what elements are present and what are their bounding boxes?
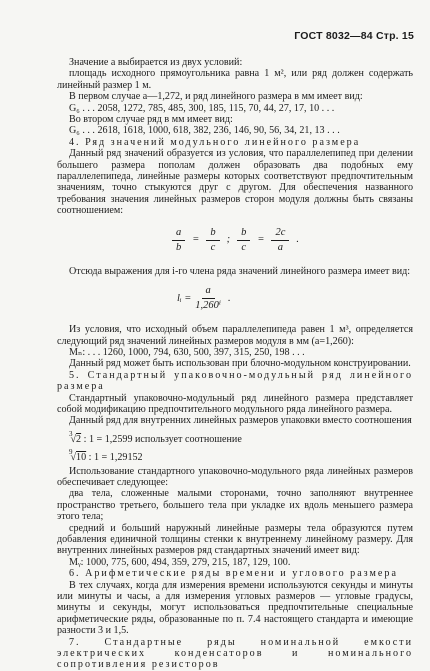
- cube-root-ratio: [57, 429, 413, 445]
- root-index: 3: [69, 429, 73, 438]
- fraction: [206, 227, 219, 254]
- paragraph: В тех случаях, когда для измерения времени используются секунды и минуты или минуты и часы, а для измерения угловых размеров — угловые градусы, минуты и секунды, могут использоваться предпочтительные специальные арифметические ряды, образованные по п. 7.4 настоящего стандарта и имеющие разности 3 и 1,5.: [57, 579, 413, 637]
- member-formula: [177, 285, 413, 312]
- section-heading-4: 4. Ряд значений модульного линейного размера: [69, 136, 361, 148]
- section-heading-5: 5. Стандартный упаковочно-модульный ряд линейного размера: [57, 369, 413, 393]
- separator: ;: [226, 234, 231, 246]
- root-value: : 1 = 1,2599: [81, 433, 133, 445]
- paragraph: В первом случае a—1,272, и ряд линейного размера в мм имеет вид:: [69, 91, 363, 103]
- paragraph: площадь исходного прямоугольника равна 1 м², или ряд должен содержать линейный размер 1 м.: [57, 68, 413, 91]
- numerator: b: [237, 227, 250, 241]
- radicand: 2: [76, 433, 82, 445]
- series-my: Mᵧ: 1000, 775, 600, 494, 359, 279, 215, 187, 129, 100.: [69, 556, 291, 568]
- fraction: [195, 285, 221, 312]
- denominator: b: [176, 241, 182, 253]
- fraction: [237, 227, 250, 254]
- fraction: [172, 227, 185, 254]
- numerator: a: [172, 227, 185, 241]
- denominator: c: [210, 241, 216, 253]
- page-header: ГОСТ 8032—84 Стр. 15: [294, 30, 414, 42]
- numerator: 2c: [271, 227, 289, 241]
- paragraph: Использование стандартного упаковочно-модульного ряда линейных размеров обеспечивает следующее:: [57, 465, 413, 488]
- period: .: [228, 292, 231, 304]
- numerator: a: [202, 285, 215, 299]
- root-index: 9: [69, 448, 73, 457]
- paragraph: Во втором случае ряд в мм имеет вид:: [69, 114, 233, 126]
- paragraph: Данный ряд для внутренних линейных размеров упаковки вместо соотношения: [69, 415, 412, 427]
- section-heading-7: 7. Стандартные ряды номинальной емкости электрических конденсаторов и номинального сопротивления резисторов: [57, 636, 413, 671]
- fraction: [271, 227, 289, 254]
- radicand: 10: [76, 452, 87, 464]
- root-value: : 1 = 1,29152: [86, 452, 143, 464]
- denominator: 1,260ⁱ: [195, 300, 222, 312]
- series-mn: Mₙ: . . . 1260, 1000, 794, 630, 500, 397, 315, 250, 198 . . .: [69, 346, 305, 358]
- paragraph: Из условия, что исходный объем параллелепипеда равен 1 м³, определяется следующий ряд значений линейных размеров модуля в мм (a=1,260):: [57, 324, 413, 347]
- series-g6-a: G₆ . . . 2058, 1272, 785, 485, 300, 185, 115, 70, 44, 27, 17, 10 . . .: [69, 102, 335, 114]
- ninth-root-ratio: [57, 447, 413, 463]
- section-heading-6: 6. Арифметические ряды времени и углового размера: [69, 568, 398, 580]
- ratio-formula: [57, 227, 413, 254]
- paragraph: два тела, сложенные малыми сторонами, точно заполняют внутреннее пространство третьего, большего тела при укладке их вдоль меньшего размера этого тела;: [57, 488, 413, 523]
- paragraph: Данный ряд значений образуется из условия, что параллелепипед при делении большего размера пополам должен образовать два подобных ему параллелепипеда, линейные размеры которых соответствуют предпочтительным значениям, точно стыкуются друг с другом. Для обеспечения названного требования значения линейных размеров сторон модуля должны быть связаны соотношением:: [57, 148, 413, 217]
- numerator: b: [206, 227, 219, 241]
- root-text: использует соотношение: [135, 433, 242, 445]
- paragraph: средний и больший наружный линейные размеры тела образуются путем добавления единичной толщины стенки к внутреннему линейному размеру. Для внутренних линейных размеров ряд стандартных значений имеет вид:: [57, 522, 413, 557]
- paragraph: Стандартный упаковочно-модульный ряд линейного размера представляет собой модификацию предпочтительного модульного ряда линейного размера.: [57, 392, 413, 415]
- denominator: c: [241, 241, 247, 253]
- equals-sign: =: [257, 234, 265, 246]
- paragraph: Значение a выбирается из двух условий:: [69, 57, 243, 68]
- denominator: a: [277, 241, 284, 253]
- equals-sign: =: [192, 234, 200, 246]
- root-sign-icon: √: [70, 433, 77, 445]
- series-g6-b: G₆ . . . 2618, 1618, 1000, 618, 382, 236, 146, 90, 56, 34, 21, 13 . . .: [69, 125, 340, 137]
- paragraph: Отсюда выражения для i-го члена ряда значений линейного размера имеет вид:: [69, 265, 411, 277]
- formula-lhs: lᵢ =: [177, 292, 192, 304]
- paragraph: Данный ряд может быть использован при блочно-модульном конструировании.: [69, 358, 411, 370]
- period: .: [296, 234, 299, 246]
- page-body: [57, 57, 413, 671]
- root-sign-icon: √: [70, 452, 77, 464]
